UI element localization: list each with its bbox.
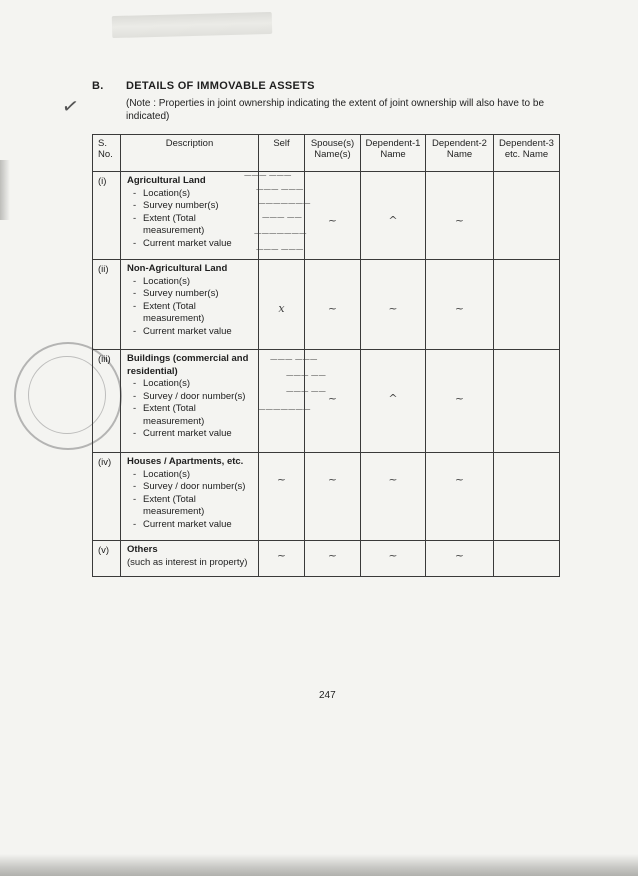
section-note: (Note : Properties in joint ownership indicating the extent of joint ownership will also have to be indicated) — [126, 98, 545, 122]
immovable-assets-table — [92, 134, 560, 577]
row-description — [121, 453, 259, 541]
table-row — [93, 541, 560, 577]
section-heading — [92, 80, 315, 92]
row-category: Non-Agricultural Land — [127, 263, 228, 274]
row-sno: (iii) — [93, 350, 121, 453]
handwritten-annotation: ——— —— — [286, 370, 326, 379]
section-number: B. — [92, 80, 104, 92]
row-description — [121, 260, 259, 350]
table-row — [93, 260, 560, 350]
page-number: 247 — [319, 690, 336, 701]
cell-dependent-3 — [494, 453, 560, 541]
handwritten-annotation: ——————— — [258, 198, 311, 207]
nil-mark-spouse: ~ — [305, 453, 361, 541]
nil-mark-self: ~ — [259, 453, 305, 541]
cell-dependent-3 — [494, 541, 560, 577]
list-item: - Location(s) — [127, 188, 254, 201]
list-item: - Extent (Total measurement) — [127, 403, 254, 428]
header-spouse: Spouse(s) Name(s) — [305, 135, 361, 172]
handwritten-annotation: ——— ——— — [270, 354, 318, 363]
table-row — [93, 350, 560, 453]
list-item: - Survey number(s) — [127, 288, 254, 301]
scan-artifact-top — [112, 12, 273, 38]
list-item: - Current market value — [127, 428, 254, 441]
list-item: - Location(s) — [127, 276, 254, 289]
cell-dependent-3 — [494, 260, 560, 350]
header-dependent-3: Dependent-3 etc. Name — [494, 135, 560, 172]
handwritten-annotation: ——————— — [254, 228, 307, 237]
table-row — [93, 172, 560, 260]
handwritten-annotation: ——————— — [258, 404, 311, 413]
handwritten-annotation: ——— ——— — [256, 244, 304, 253]
header-self: Self — [259, 135, 305, 172]
list-item: - Extent (Total measurement) — [127, 494, 254, 519]
nil-mark-spouse: ~ — [305, 260, 361, 350]
header-description: Description — [121, 135, 259, 172]
cell-self — [259, 350, 305, 453]
row-sno: (v) — [93, 541, 121, 577]
row-category: Buildings (commercial and residential) — [127, 353, 249, 377]
list-item: - Survey / door number(s) — [127, 481, 254, 494]
header-dependent-1: Dependent-1 Name — [361, 135, 426, 172]
cell-dependent-3 — [494, 350, 560, 453]
row-category-detail: (such as interest in property) — [127, 556, 248, 568]
row-sno: (iv) — [93, 453, 121, 541]
row-description — [121, 350, 259, 453]
nil-mark-dependent-1: ^ — [361, 172, 426, 260]
list-item: - Survey number(s) — [127, 200, 254, 213]
nil-mark-dependent-2: ~ — [426, 541, 494, 577]
header-sno: S. No. — [93, 135, 121, 172]
nil-mark-dependent-1: ~ — [361, 541, 426, 577]
list-item: - Extent (Total measurement) — [127, 213, 254, 238]
list-item: - Current market value — [127, 326, 254, 339]
nil-mark-spouse: ~ — [305, 172, 361, 260]
list-item: - Extent (Total measurement) — [127, 301, 254, 326]
nil-mark-dependent-1: ~ — [361, 260, 426, 350]
list-item: - Current market value — [127, 238, 254, 251]
nil-mark-dependent-2: ~ — [426, 260, 494, 350]
check-mark-icon: ✓ — [60, 94, 81, 120]
nil-mark-self: x — [259, 260, 305, 350]
row-category: Agricultural Land — [127, 175, 206, 186]
nil-mark-dependent-2: ~ — [426, 172, 494, 260]
handwritten-annotation: ——— —— — [262, 212, 302, 221]
row-description — [121, 541, 259, 577]
nil-mark-spouse: ~ — [305, 541, 361, 577]
handwritten-annotation: ——— —— — [286, 386, 326, 395]
row-description — [121, 172, 259, 260]
row-category: Others — [127, 544, 158, 555]
row-sno: (i) — [93, 172, 121, 260]
list-item: - Location(s) — [127, 378, 254, 391]
nil-mark-dependent-1: ^ — [361, 350, 426, 453]
handwritten-annotation: ——— ——— — [256, 184, 304, 193]
table-row — [93, 453, 560, 541]
nil-mark-dependent-2: ~ — [426, 350, 494, 453]
scan-edge-left — [0, 160, 10, 220]
section-title: DETAILS OF IMMOVABLE ASSETS — [126, 80, 315, 92]
table-header-row — [93, 135, 560, 172]
scan-edge-bottom — [0, 854, 638, 876]
list-item: - Survey / door number(s) — [127, 391, 254, 404]
row-sno: (ii) — [93, 260, 121, 350]
nil-mark-dependent-2: ~ — [426, 453, 494, 541]
list-item: - Current market value — [127, 519, 254, 532]
handwritten-annotation: ——— ——— — [244, 170, 292, 179]
header-dependent-2: Dependent-2 Name — [426, 135, 494, 172]
cell-dependent-3 — [494, 172, 560, 260]
nil-mark-dependent-1: ~ — [361, 453, 426, 541]
nil-mark-self: ~ — [259, 541, 305, 577]
row-category: Houses / Apartments, etc. — [127, 456, 244, 467]
nil-mark-spouse: ~ — [305, 350, 361, 453]
list-item: - Location(s) — [127, 469, 254, 482]
